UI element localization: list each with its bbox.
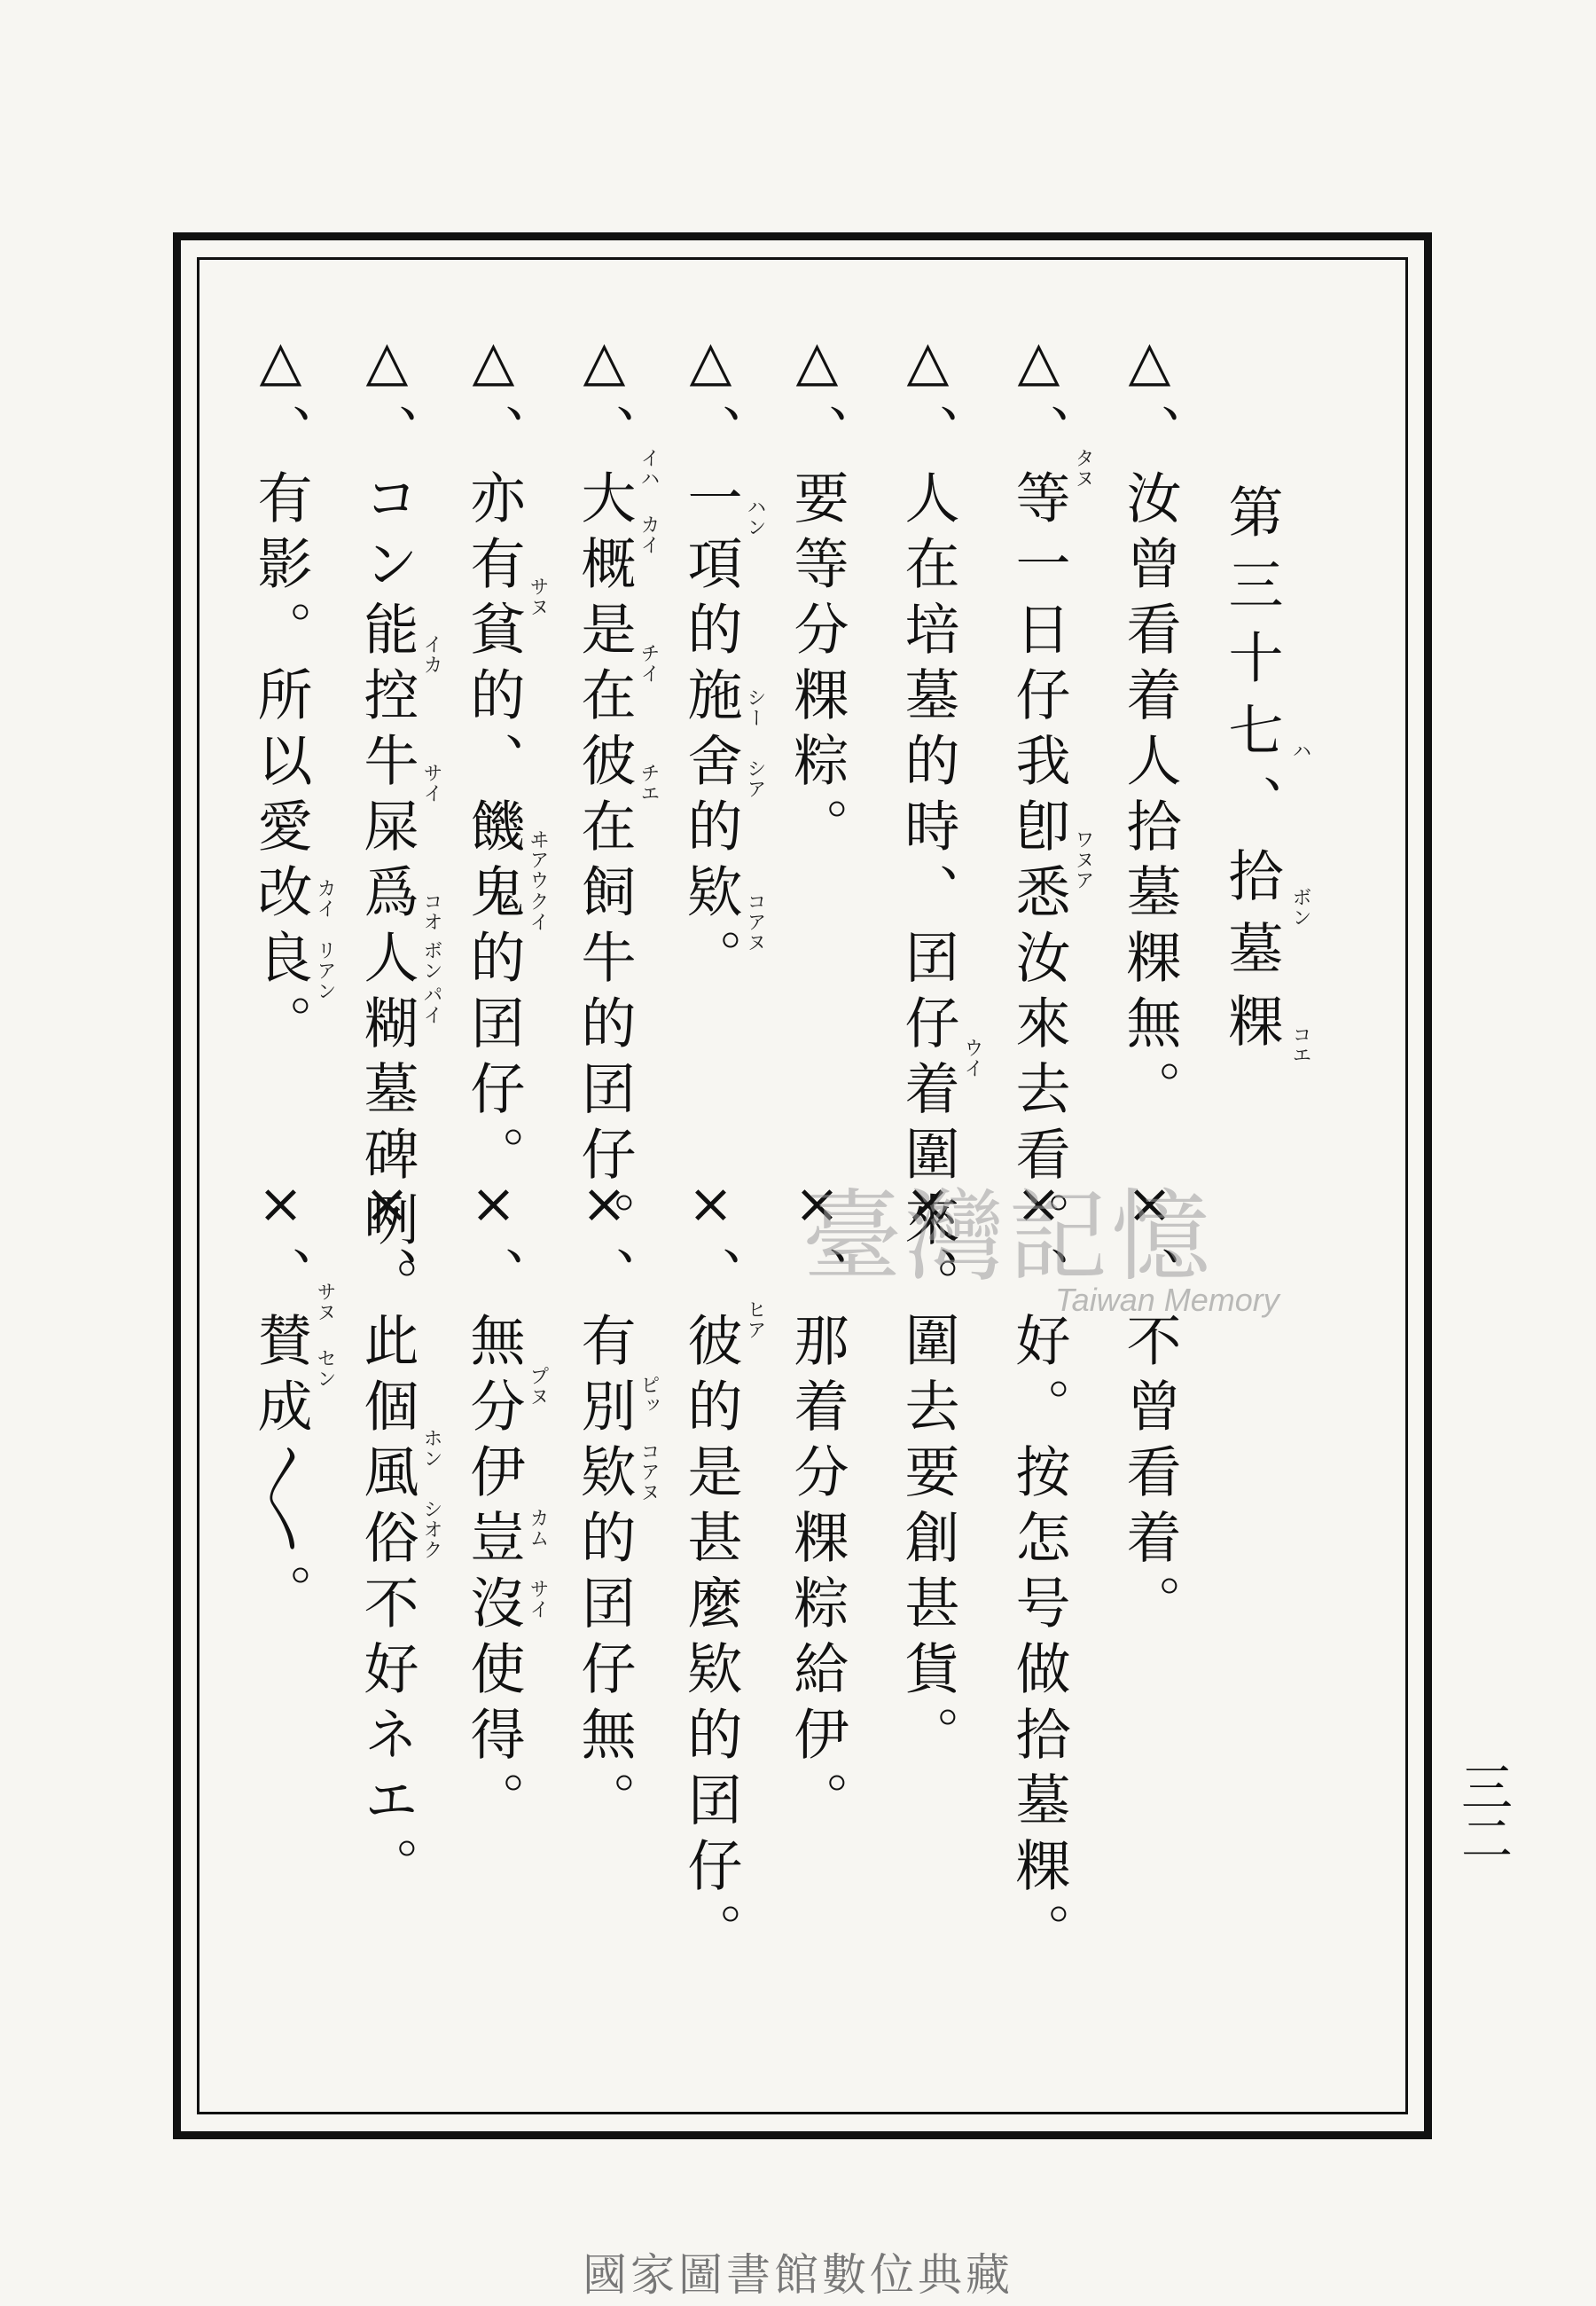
- ruby-annotation: シオク: [420, 1499, 442, 1560]
- question-1: △、汝曾看着人拾墓粿無。: [1117, 328, 1182, 1126]
- ruby-annotation: ピッ: [638, 1375, 660, 1416]
- ruby-annotation: パイ: [420, 984, 442, 1025]
- question-2: △、等一日仔我卽悉汝來去看。: [1006, 328, 1071, 1257]
- ruby-annotation: カイ: [638, 514, 660, 555]
- answer-6: ×、有別欵的囝仔無。: [572, 1171, 637, 1837]
- answer-7: ×、無分伊豈沒使得。: [461, 1171, 526, 1837]
- ruby-annotation: サイ: [527, 1579, 549, 1620]
- watermark-text: 臺灣記憶: [802, 1180, 1214, 1295]
- lesson-title: 第三十七、拾墓粿: [1219, 483, 1284, 1065]
- answer-3: ×、圍去要創甚貨。: [896, 1171, 960, 1771]
- watermark: [802, 1157, 1299, 1335]
- ruby-annotation: コオ: [420, 891, 442, 932]
- question-8: △、コン能控牛屎爲人糊墓碑咧。: [355, 328, 419, 1322]
- answer-5: ×、彼的是甚麼欵的囝仔。: [678, 1171, 743, 1968]
- ruby-annotation: チエ: [638, 763, 660, 804]
- ruby-annotation: イハ: [638, 448, 660, 489]
- question-7: △、亦有貧的、饑鬼的囝仔。: [461, 328, 526, 1191]
- footer-caption: 國家圖書館數位典藏: [583, 2249, 1013, 2301]
- ruby-annotation: タヌ: [1072, 448, 1094, 489]
- ruby-annotation: コアヌ: [638, 1441, 660, 1502]
- ruby-annotation: プヌ: [527, 1366, 549, 1407]
- ruby-annotation: ホン: [420, 1428, 442, 1469]
- answer-2: ×、好。按怎号做拾墓粿。: [1006, 1171, 1071, 1968]
- ruby-annotation: ハン: [744, 497, 766, 537]
- ruby-annotation: サヌ: [527, 576, 549, 617]
- answer-8: ×、此個風俗不好ネエ。: [355, 1171, 419, 1902]
- question-6: △、大概是在彼在飼牛的囝仔。: [572, 328, 637, 1257]
- ruby-annotation: ヒア: [744, 1299, 766, 1340]
- watermark-subtext: Taiwan Memory: [1055, 1282, 1279, 1318]
- ruby-annotation: ウイ: [961, 1038, 983, 1078]
- ruby-annotation: シア: [744, 758, 766, 799]
- ruby-annotation: シー: [744, 687, 766, 728]
- ruby-annotation: イカ: [420, 634, 442, 675]
- ruby-annotation: リアン: [314, 940, 336, 1001]
- ruby-annotation: ボン: [420, 940, 442, 981]
- answer-9: ×、賛成〳〵。: [248, 1171, 313, 1629]
- ruby-annotation: カム: [527, 1508, 549, 1549]
- title-ruby-1: ハ: [1289, 741, 1311, 761]
- question-5: △、一項的施舍的欵。: [678, 328, 743, 994]
- question-3: △、人在培墓的時、囝仔着圍來。: [896, 328, 960, 1322]
- ruby-annotation: カイ: [314, 878, 336, 919]
- answer-1: ×、不曾看着。: [1117, 1171, 1182, 1640]
- ruby-annotation: ワヌア: [1072, 829, 1094, 890]
- title-ruby-2: ボン: [1289, 887, 1311, 928]
- question-4: △、要等分粿粽。: [785, 328, 849, 863]
- ruby-annotation: ヰアウ: [527, 829, 549, 890]
- title-ruby-3: コエ: [1289, 1024, 1311, 1065]
- ruby-annotation: チイ: [638, 643, 660, 684]
- ruby-annotation: クイ: [527, 891, 549, 932]
- question-9: △、有影。所以愛改良。: [248, 328, 313, 1060]
- answer-4: ×、那着分粿粽給伊。: [785, 1171, 849, 1837]
- ruby-annotation: サヌ: [314, 1282, 336, 1322]
- ruby-annotation: セン: [314, 1348, 336, 1389]
- ruby-annotation: コアヌ: [744, 891, 766, 953]
- ruby-annotation: サイ: [420, 763, 442, 804]
- page-number: 三二: [1452, 1761, 1513, 1863]
